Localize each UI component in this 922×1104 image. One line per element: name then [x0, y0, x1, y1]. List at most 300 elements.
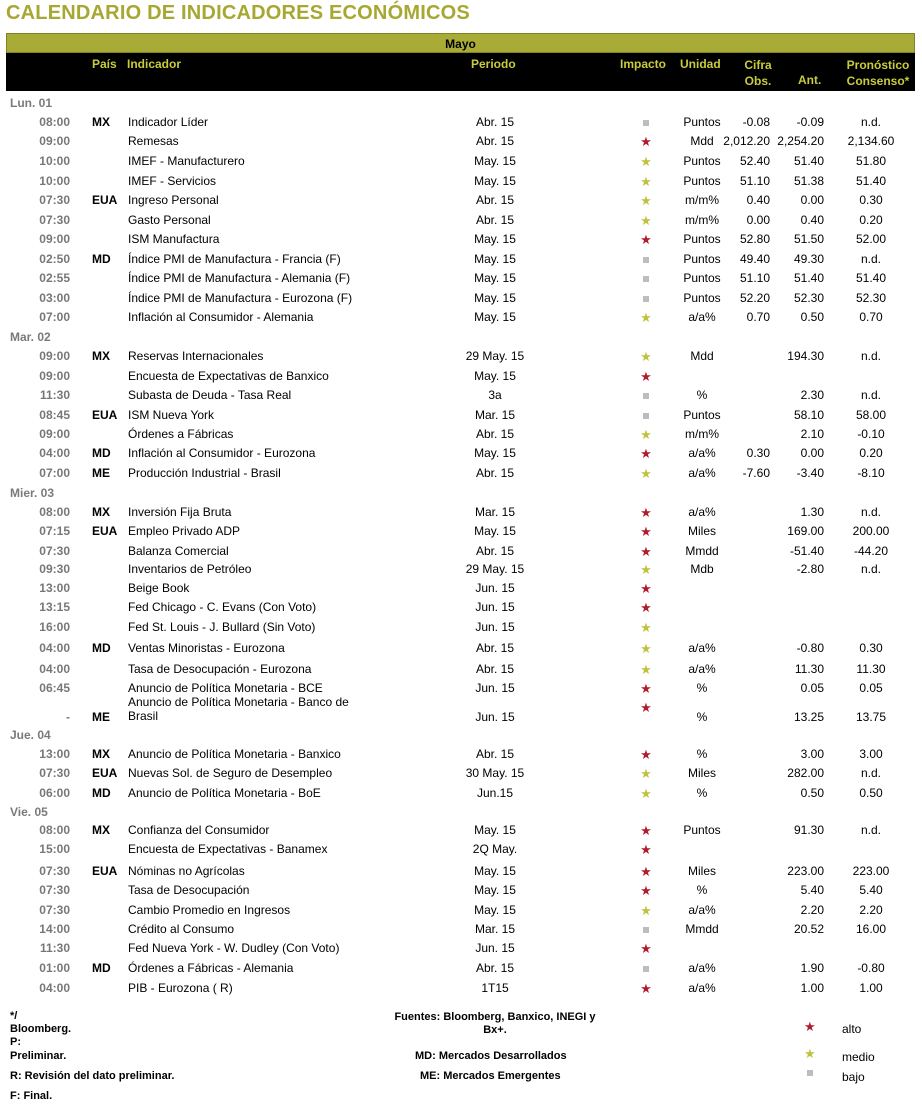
unit-cell: a/a%: [688, 981, 716, 995]
period-cell: Mar. 15: [474, 408, 516, 422]
table-row: [0, 408, 922, 427]
period-cell: 29 May. 15: [465, 562, 525, 576]
indicator-cell-line2: Brasil: [128, 709, 159, 723]
time-cell: 07:00: [39, 310, 70, 324]
forecast-cell: 0.70: [859, 310, 883, 324]
table-row: [0, 922, 922, 941]
unit-cell: a/a%: [688, 662, 716, 676]
period-cell: Abr. 15: [475, 961, 515, 975]
impact-high-icon: ★: [640, 134, 652, 149]
forecast-cell: 52.00: [855, 232, 887, 246]
impact-medium-icon: ★: [640, 174, 652, 189]
time-cell: 13:15: [39, 600, 70, 614]
country-cell: MX: [92, 505, 110, 519]
previous-cell: 11.30: [794, 662, 824, 676]
previous-cell: 51.38: [793, 174, 824, 188]
table-row: [0, 271, 922, 290]
period-cell: Jun.15: [476, 786, 514, 800]
period-cell: Jun. 15: [475, 581, 515, 595]
previous-cell: 169.00: [787, 524, 824, 538]
previous-cell: 0.50: [800, 786, 824, 800]
indicator-cell: Tasa de Desocupación - Eurozona: [128, 662, 312, 676]
period-cell: Mar. 15: [474, 505, 516, 519]
unit-cell: a/a%: [688, 446, 716, 460]
indicator-cell: Cambio Promedio en Ingresos: [128, 903, 291, 917]
impact-medium-icon: ★: [640, 310, 652, 325]
impact-medium-icon: ★: [640, 466, 652, 481]
footnote-star: */: [10, 1010, 18, 1022]
time-cell: 01:00: [39, 961, 70, 975]
time-cell: 04:00: [39, 662, 70, 676]
time-cell: 14:00: [39, 922, 70, 936]
unit-cell: Puntos: [683, 174, 721, 188]
period-cell: May. 15: [474, 310, 516, 324]
observed-cell: 0.00: [746, 213, 770, 227]
impact-low-icon: [636, 252, 656, 266]
impact-high-icon: ★: [640, 232, 652, 247]
impact-high-icon: ★: [640, 842, 652, 857]
previous-cell: 3.00: [800, 747, 824, 761]
forecast-cell: -0.10: [857, 427, 885, 441]
country-cell: MD: [92, 641, 111, 655]
forecast-cell: 51.80: [855, 154, 887, 168]
forecast-cell: 0.20: [859, 213, 883, 227]
table-row: [0, 505, 922, 524]
legend-medio: medio: [842, 1050, 875, 1064]
impact-medium-icon: ★: [640, 427, 652, 442]
impact-low-icon: [636, 291, 656, 305]
previous-cell: 194.30: [787, 349, 824, 363]
country-cell: EUA: [92, 193, 118, 207]
table-row: [0, 600, 922, 619]
previous-cell: 20.52: [793, 922, 824, 936]
impact-medium-icon: ★: [640, 562, 652, 577]
previous-cell: -2.80: [796, 562, 824, 576]
time-cell: 16:00: [39, 620, 70, 634]
indicator-cell: Anuncio de Política Monetaria - BCE: [128, 681, 323, 695]
time-cell: 08:00: [39, 505, 70, 519]
previous-cell: 13.25: [793, 710, 824, 724]
time-cell: 07:30: [39, 193, 70, 207]
period-cell: May. 15: [474, 232, 516, 246]
unit-cell: Puntos: [683, 232, 721, 246]
table-row: [0, 562, 922, 581]
period-cell: 3a: [488, 388, 502, 402]
previous-cell: 1.30: [800, 505, 824, 519]
indicator-cell: Anuncio de Política Monetaria - BoE: [128, 786, 321, 800]
unit-cell: a/a%: [688, 466, 716, 480]
country-cell: MD: [92, 446, 111, 460]
forecast-cell: 52.30: [855, 291, 887, 305]
impact-high-icon: ★: [640, 981, 652, 996]
period-cell: May. 15: [474, 823, 516, 837]
table-row: [0, 620, 922, 639]
impact-low-icon: [636, 408, 656, 422]
observed-cell: 0.40: [746, 193, 770, 207]
impact-medium-icon: ★: [640, 641, 652, 656]
period-cell: Abr. 15: [475, 115, 515, 129]
country-cell: MX: [92, 349, 110, 363]
period-cell: May. 15: [474, 524, 516, 538]
md-legend: MD: Mercados Desarrollados: [415, 1050, 567, 1062]
period-cell: Jun. 15: [475, 681, 515, 695]
indicator-cell: Crédito al Consumo: [128, 922, 235, 936]
period-cell: May. 15: [474, 252, 516, 266]
country-cell: MD: [92, 961, 111, 975]
observed-cell: 49.40: [739, 252, 770, 266]
footnote-bloomberg: Bloomberg.: [10, 1023, 72, 1035]
time-cell: 04:00: [39, 446, 70, 460]
table-row: [0, 174, 922, 193]
table-row: [0, 961, 922, 980]
indicator-cell: Reservas Internacionales: [128, 349, 264, 363]
forecast-cell: 0.20: [859, 446, 883, 460]
forecast-cell: 2.20: [859, 903, 883, 917]
impact-medium-icon: ★: [640, 903, 652, 918]
impact-medium-icon: ★: [640, 662, 652, 677]
impact-high-icon: ★: [640, 681, 652, 696]
unit-cell: Puntos: [683, 271, 721, 285]
period-cell: 1T15: [481, 981, 509, 995]
period-cell: Abr. 15: [475, 544, 515, 558]
time-cell: 08:45: [39, 408, 70, 422]
day-label: Lun. 01: [10, 96, 53, 110]
indicator-cell: Anuncio de Política Monetaria - Banco de: [128, 695, 349, 709]
country-cell: EUA: [92, 408, 118, 422]
impact-medium-legend-icon: ★: [804, 1046, 816, 1061]
table-row: [0, 544, 922, 563]
indicator-cell: Tasa de Desocupación: [128, 883, 250, 897]
forecast-cell: 223.00: [852, 864, 890, 878]
indicator-cell: Índice PMI de Manufactura - Eurozona (F): [128, 291, 353, 305]
impact-high-icon: ★: [640, 446, 652, 461]
indicator-cell: Órdenes a Fábricas: [128, 427, 234, 441]
table-row: [0, 232, 922, 251]
forecast-cell: -0.80: [857, 961, 885, 975]
table-row: [0, 115, 922, 134]
forecast-cell: n.d.: [860, 505, 881, 519]
me-legend: ME: Mercados Emergentes: [420, 1070, 561, 1082]
forecast-cell: 0.30: [859, 193, 883, 207]
impact-high-icon: ★: [640, 581, 652, 596]
impact-medium-icon: ★: [640, 193, 652, 208]
country-cell: EUA: [92, 766, 118, 780]
indicator-cell: Subasta de Deuda - Tasa Real: [128, 388, 292, 402]
header-pais: País: [92, 57, 117, 71]
forecast-cell: 0.50: [859, 786, 883, 800]
time-cell: 02:50: [39, 252, 70, 266]
impact-high-icon: ★: [640, 369, 652, 384]
previous-cell: 1.90: [800, 961, 824, 975]
previous-cell: -3.40: [796, 466, 824, 480]
period-cell: Abr. 15: [475, 134, 515, 148]
time-cell: 13:00: [39, 581, 70, 595]
unit-cell: Puntos: [683, 291, 721, 305]
table-row: [0, 766, 922, 785]
indicator-cell: IMEF - Servicios: [128, 174, 217, 188]
unit-cell: Puntos: [683, 115, 721, 129]
time-cell: 07:30: [39, 883, 70, 897]
previous-cell: 52.30: [793, 291, 824, 305]
observed-cell: 51.10: [739, 271, 770, 285]
unit-cell: Puntos: [683, 823, 721, 837]
table-row: [0, 864, 922, 883]
country-cell: MD: [92, 786, 111, 800]
day-label: Mier. 03: [10, 486, 55, 500]
table-row: [0, 369, 922, 388]
period-cell: May. 15: [474, 883, 516, 897]
table-row: [0, 842, 922, 861]
period-cell: May. 15: [474, 864, 516, 878]
time-cell: 11:30: [39, 388, 70, 402]
impact-high-icon: ★: [640, 524, 652, 539]
time-cell: 07:30: [39, 903, 70, 917]
indicator-cell: Gasto Personal: [128, 213, 211, 227]
previous-cell: 91.30: [793, 823, 824, 837]
day-label: Vie. 05: [10, 805, 48, 819]
unit-cell: m/m%: [685, 193, 719, 207]
indicator-cell: Indicador Líder: [128, 115, 209, 129]
forecast-cell: -8.10: [857, 466, 885, 480]
time-cell: 09:00: [39, 134, 70, 148]
month-bar: Mayo: [6, 33, 915, 53]
indicator-cell: Índice PMI de Manufactura - Francia (F): [128, 252, 341, 266]
forecast-cell: 0.05: [859, 681, 883, 695]
impact-low-icon: [636, 388, 656, 402]
indicator-cell: Fed Nueva York - W. Dudley (Con Voto): [128, 941, 340, 955]
unit-cell: m/m%: [685, 427, 719, 441]
time-cell: 07:30: [39, 766, 70, 780]
indicator-cell: Beige Book: [128, 581, 190, 595]
unit-cell: %: [696, 747, 708, 761]
impact-high-icon: ★: [640, 747, 652, 762]
previous-cell: 2.20: [800, 903, 824, 917]
observed-cell: 52.80: [739, 232, 770, 246]
indicator-cell: Órdenes a Fábricas - Alemania: [128, 961, 294, 975]
forecast-cell: 200.00: [852, 524, 890, 538]
period-cell: Jun. 15: [475, 600, 515, 614]
impact-high-legend-icon: ★: [804, 1019, 816, 1034]
forecast-cell: 51.40: [855, 271, 887, 285]
period-cell: Abr. 15: [475, 662, 515, 676]
impact-medium-icon: ★: [640, 766, 652, 781]
footnote-final: F: Final.: [10, 1090, 53, 1102]
time-cell: 10:00: [39, 174, 70, 188]
indicator-cell: Producción Industrial - Brasil: [128, 466, 281, 480]
table-row: [0, 134, 922, 153]
time-cell: 07:15: [39, 524, 70, 538]
country-cell: MX: [92, 823, 110, 837]
table-row: [0, 213, 922, 232]
table-row: [0, 883, 922, 902]
impact-medium-icon: ★: [640, 620, 652, 635]
previous-cell: 49.30: [793, 252, 824, 266]
impact-high-icon: ★: [640, 700, 652, 715]
forecast-cell: n.d.: [860, 823, 881, 837]
indicator-cell: Nóminas no Agrícolas: [128, 864, 245, 878]
time-cell: 02:55: [39, 271, 70, 285]
indicator-cell: IMEF - Manufacturero: [128, 154, 245, 168]
period-cell: Abr. 15: [475, 466, 515, 480]
time-cell: 03:00: [39, 291, 70, 305]
country-cell: EUA: [92, 524, 118, 538]
previous-cell: -0.09: [796, 115, 824, 129]
observed-cell: -0.08: [742, 115, 770, 129]
impact-low-icon: [636, 961, 656, 975]
indicator-cell: ISM Manufactura: [128, 232, 220, 246]
header-ant: Ant.: [798, 73, 822, 87]
indicator-cell: Encuesta de Expectativas - Banamex: [128, 842, 328, 856]
day-label: Jue. 04: [10, 728, 51, 742]
country-cell: ME: [92, 710, 110, 724]
forecast-cell: n.d.: [860, 349, 881, 363]
impact-medium-icon: ★: [640, 786, 652, 801]
footnote-p: P:: [10, 1036, 21, 1048]
forecast-cell: 3.00: [859, 747, 883, 761]
table-row: [0, 310, 922, 329]
period-cell: May. 15: [474, 903, 516, 917]
period-cell: Abr. 15: [475, 747, 515, 761]
previous-cell: 51.40: [793, 271, 824, 285]
header-indicador: Indicador: [127, 57, 182, 71]
previous-cell: -0.80: [796, 641, 824, 655]
indicator-cell: Inflación al Consumidor - Eurozona: [128, 446, 316, 460]
period-cell: Abr. 15: [475, 213, 515, 227]
time-cell: 09:00: [39, 369, 70, 383]
table-row: [0, 695, 922, 724]
table-row: [0, 388, 922, 407]
forecast-cell: n.d.: [860, 115, 881, 129]
unit-cell: Puntos: [683, 252, 721, 266]
observed-cell: 0.30: [746, 446, 770, 460]
impact-high-icon: ★: [640, 544, 652, 559]
day-label: Mar. 02: [10, 330, 51, 344]
period-cell: May. 15: [474, 291, 516, 305]
country-cell: MD: [92, 252, 111, 266]
forecast-cell: 5.40: [859, 883, 883, 897]
forecast-cell: 13.75: [855, 710, 887, 724]
indicator-cell: Fed Chicago - C. Evans (Con Voto): [128, 600, 317, 614]
time-cell: 15:00: [39, 842, 70, 856]
table-row: [0, 524, 922, 543]
table-row: [0, 786, 922, 805]
observed-cell: 51.10: [739, 174, 770, 188]
indicator-cell: Ventas Minoristas - Eurozona: [128, 641, 285, 655]
previous-cell: 282.00: [787, 766, 824, 780]
impact-high-icon: ★: [640, 823, 652, 838]
sources-note: Fuentes: Bloomberg, Banxico, INEGI y Bx+.: [394, 1011, 596, 1036]
forecast-cell: n.d.: [860, 766, 881, 780]
header-unidad: Unidad: [680, 57, 721, 71]
forecast-cell: 2,134.60: [847, 134, 895, 148]
table-row: [0, 581, 922, 600]
time-cell: 04:00: [39, 981, 70, 995]
impact-high-icon: ★: [640, 505, 652, 520]
indicator-cell: PIB - Eurozona ( R): [128, 981, 233, 995]
unit-cell: Mdd: [690, 349, 714, 363]
table-row: [0, 193, 922, 212]
indicator-cell: Inventarios de Petróleo: [128, 562, 252, 576]
indicator-cell: Encuesta de Expectativas de Banxico: [128, 369, 329, 383]
table-header: [6, 53, 915, 91]
indicator-cell: Fed St. Louis - J. Bullard (Sin Voto): [128, 620, 316, 634]
table-row: [0, 349, 922, 368]
time-cell: -: [66, 710, 70, 724]
previous-cell: 58.10: [793, 408, 824, 422]
indicator-cell: Confianza del Consumidor: [128, 823, 270, 837]
previous-cell: 0.40: [800, 213, 824, 227]
table-row: [0, 154, 922, 173]
period-cell: Mar. 15: [474, 922, 516, 936]
period-cell: May. 15: [474, 446, 516, 460]
previous-cell: 51.50: [793, 232, 824, 246]
header-periodo: Periodo: [471, 57, 516, 71]
impact-high-icon: ★: [640, 864, 652, 879]
unit-cell: a/a%: [688, 641, 716, 655]
unit-cell: Miles: [687, 524, 716, 538]
observed-cell: 52.20: [739, 291, 770, 305]
country-cell: EUA: [92, 864, 118, 878]
period-cell: Jun. 15: [475, 941, 515, 955]
unit-cell: a/a%: [688, 903, 716, 917]
previous-cell: 1.00: [800, 981, 824, 995]
indicator-cell: ISM Nueva York: [128, 408, 215, 422]
time-cell: 10:00: [39, 154, 70, 168]
impact-medium-icon: ★: [640, 349, 652, 364]
unit-cell: %: [696, 710, 708, 724]
period-cell: Abr. 15: [475, 193, 515, 207]
forecast-cell: 11.30: [856, 662, 886, 676]
table-row: [0, 662, 922, 681]
time-cell: 08:00: [39, 823, 70, 837]
header-impacto: Impacto: [620, 57, 667, 71]
impact-medium-icon: ★: [640, 154, 652, 169]
unit-cell: a/a%: [688, 505, 716, 519]
period-cell: Abr. 15: [475, 641, 515, 655]
forecast-cell: 16.00: [855, 922, 887, 936]
time-cell: 07:30: [39, 864, 70, 878]
period-cell: Jun. 15: [475, 620, 515, 634]
indicator-cell: Ingreso Personal: [128, 193, 219, 207]
time-cell: 06:45: [39, 681, 70, 695]
impact-high-icon: ★: [640, 883, 652, 898]
unit-cell: %: [696, 883, 708, 897]
impact-low-icon: [636, 922, 656, 936]
impact-medium-icon: ★: [640, 213, 652, 228]
time-cell: 06:00: [39, 786, 70, 800]
legend-alto: alto: [842, 1022, 862, 1036]
page-title: CALENDARIO DE INDICADORES ECONÓMICOS: [6, 2, 470, 24]
forecast-cell: 51.40: [855, 174, 887, 188]
period-cell: Abr. 15: [475, 427, 515, 441]
unit-cell: Mdb: [690, 562, 714, 576]
impact-high-icon: ★: [640, 941, 652, 956]
table-row: [0, 941, 922, 960]
unit-cell: Puntos: [683, 408, 721, 422]
country-cell: MX: [92, 115, 110, 129]
time-cell: 09:00: [39, 427, 70, 441]
indicator-cell: Remesas: [128, 134, 179, 148]
indicator-cell: Inflación al Consumidor - Alemania: [128, 310, 314, 324]
time-cell: 07:30: [39, 544, 70, 558]
previous-cell: -51.40: [789, 544, 824, 558]
impact-low-icon: [636, 271, 656, 285]
period-cell: May. 15: [474, 271, 516, 285]
unit-cell: Miles: [687, 766, 716, 780]
impact-low-legend-icon: [807, 1070, 813, 1076]
previous-cell: 0.00: [800, 446, 824, 460]
indicator-cell: Índice PMI de Manufactura - Alemania (F): [128, 271, 351, 285]
